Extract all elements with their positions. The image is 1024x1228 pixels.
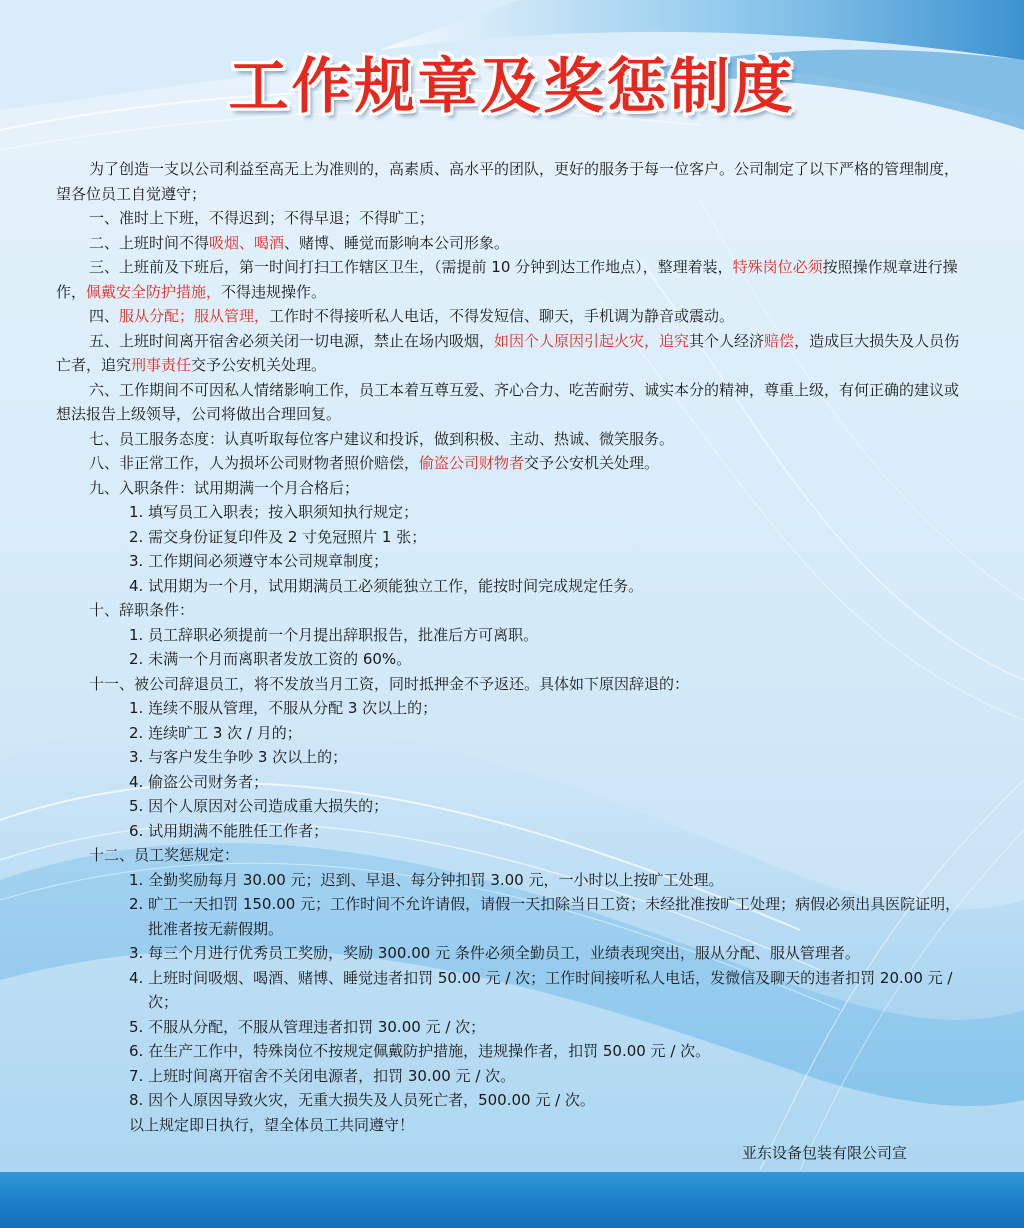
rule-10-heading: 十、辞职条件： — [89, 601, 195, 619]
intro-paragraph: 为了创造一支以公司利益至高无上为准则的，高素质、高水平的团队，更好的服务于每一位客户。公司制定了以下严格的管理制度，望各位员工自觉遵守； — [56, 160, 960, 203]
page-title: 工作规章及奖惩制度 — [228, 52, 796, 122]
rule-4: 四、服从分配；服从管理，工作时不得接听私人电话，不得发短信、聊天，手机调为静音或震动。 — [89, 307, 735, 325]
list-item: 4. 偷盗公司财务者； — [129, 772, 269, 791]
list-item: 2. 连续旷工 3 次 / 月的； — [129, 723, 302, 742]
list-item: 7. 上班时间离开宿舍不关闭电源者，扣罚 30.00 元 / 次。 — [129, 1066, 516, 1085]
list-item: 6. 试用期满不能胜任工作者； — [129, 821, 329, 840]
rule-12-heading: 十二、员工奖惩规定： — [89, 846, 240, 864]
rule-5: 五、上班时间离开宿舍必须关闭一切电源，禁止在场内吸烟，如因个人原因引起火灾，追究其个人经济赔偿，造成巨大损失及人员伤亡者，追究刑事责任交予公安机关处理。 — [56, 331, 960, 374]
list-item: 8. 因个人原因导致火灾，无重大损失及人员死亡者，500.00 元 / 次。 — [129, 1091, 595, 1109]
list-item: 2. 未满一个月而离职者发放工资的 60%。 — [129, 650, 412, 668]
rule-7: 七、员工服务态度：认真听取每位客户建议和投诉，做到积极、主动、热诚、微笑服务。 — [89, 429, 675, 448]
list-item: 4. 试用期为一个月，试用期满员工必须能独立工作，能按时间完成规定任务。 — [129, 576, 644, 595]
highlight-text: 偷盗公司财物者 — [419, 454, 525, 472]
list-item: 2. 旷工一天扣罚 150.00 元；工作时间不允许请假，请假一天扣除当日工资；未经批准按旷工处理；病假必须出具医院证明，批准者按无薪假期。 — [129, 895, 961, 938]
highlight-text: 刑事责任 — [131, 356, 192, 374]
list-item: 4. 上班时间吸烟、喝酒、赌博、睡觉违者扣罚 50.00 元 / 次；工作时间接听私人电话，发微信及聊天的违者扣罚 20.00 元 / 次； — [129, 968, 953, 1011]
list-item: 1. 连续不服从管理，不服从分配 3 次以上的； — [129, 699, 438, 717]
highlight-text: 如因个人原因引起火灾，追究 — [494, 331, 690, 350]
bottom-bar — [0, 1172, 1024, 1228]
rule-9-heading: 九、入职条件：试用期满一个月合格后； — [89, 478, 360, 497]
list-item: 6. 在生产工作中，特殊岗位不按规定佩戴防护措施，违规操作者，扣罚 50.00 元 / 次。 — [129, 1042, 711, 1060]
list-item: 5. 不服从分配，不服从管理违者扣罚 30.00 元 / 次； — [129, 1017, 486, 1036]
rule-6: 六、工作期间不可因私人情绪影响工作，员工本着互尊互爱、齐心合力、吃苦耐劳、诚实本分的精神，尊重上级，有何正确的建议或想法报告上级领导，公司将做出合理回复。 — [56, 380, 960, 423]
rule-8: 八、非正常工作，人为损坏公司财物者照价赔偿，偷盗公司财物者交予公安机关处理。 — [89, 454, 660, 472]
rule-11-heading: 十一、被公司辞退员工，将不发放当月工资，同时抵押金不予返还。具体如下原因辞退的： — [89, 674, 690, 693]
list-item: 2. 需交身份证复印件及 2 寸免冠照片 1 张； — [129, 527, 427, 546]
list-item: 1. 全勤奖励每月 30.00 元；迟到、早退、每分钟扣罚 3.00 元，一小时以上按旷工处理。 — [129, 870, 724, 889]
list-item: 1. 员工辞职必须提前一个月提出辞职报告，批准后方可离职。 — [129, 625, 539, 644]
list-item: 3. 每三个月进行优秀员工奖励，奖励 300.00 元 条件必须全勤员工，业绩表现突出，服从分配、服从管理者。 — [129, 944, 860, 962]
highlight-text: 佩戴安全防护措施， — [86, 282, 222, 301]
highlight-text: 吸烟、喝酒 — [209, 233, 285, 252]
highlight-text: 特殊岗位必须 — [732, 258, 823, 276]
list-item: 3. 与客户发生争吵 3 次以上的； — [129, 748, 348, 766]
list-item: 5. 因个人原因对公司造成重大损失的； — [129, 797, 389, 815]
rule-3: 三、上班前及下班后，第一时间打扫工作辖区卫生，（需提前 10 分钟到达工作地点），整理着装，特殊岗位必须按照操作规章进行操作，佩戴安全防护措施，不得违规操作。 — [56, 258, 958, 301]
list-item: 1. 填写员工入职表；按入职须知执行规定； — [129, 503, 419, 521]
rule-1: 一、准时上下班，不得迟到；不得早退；不得旷工； — [89, 209, 435, 227]
list-item: 3. 工作期间必须遵守本公司规章制度； — [129, 552, 389, 570]
rule-2: 二、上班时间不得吸烟、喝酒、赌博、睡觉而影响本公司形象。 — [89, 233, 510, 252]
closing-note: 以上规定即日执行，望全体员工共同遵守！ — [129, 1115, 415, 1134]
highlight-text: 服从分配；服从管理， — [119, 307, 270, 325]
highlight-text: 赔偿 — [764, 331, 795, 350]
rules-body — [56, 157, 968, 1137]
company-signature: 亚东设备包装有限公司宣 — [742, 1144, 908, 1162]
